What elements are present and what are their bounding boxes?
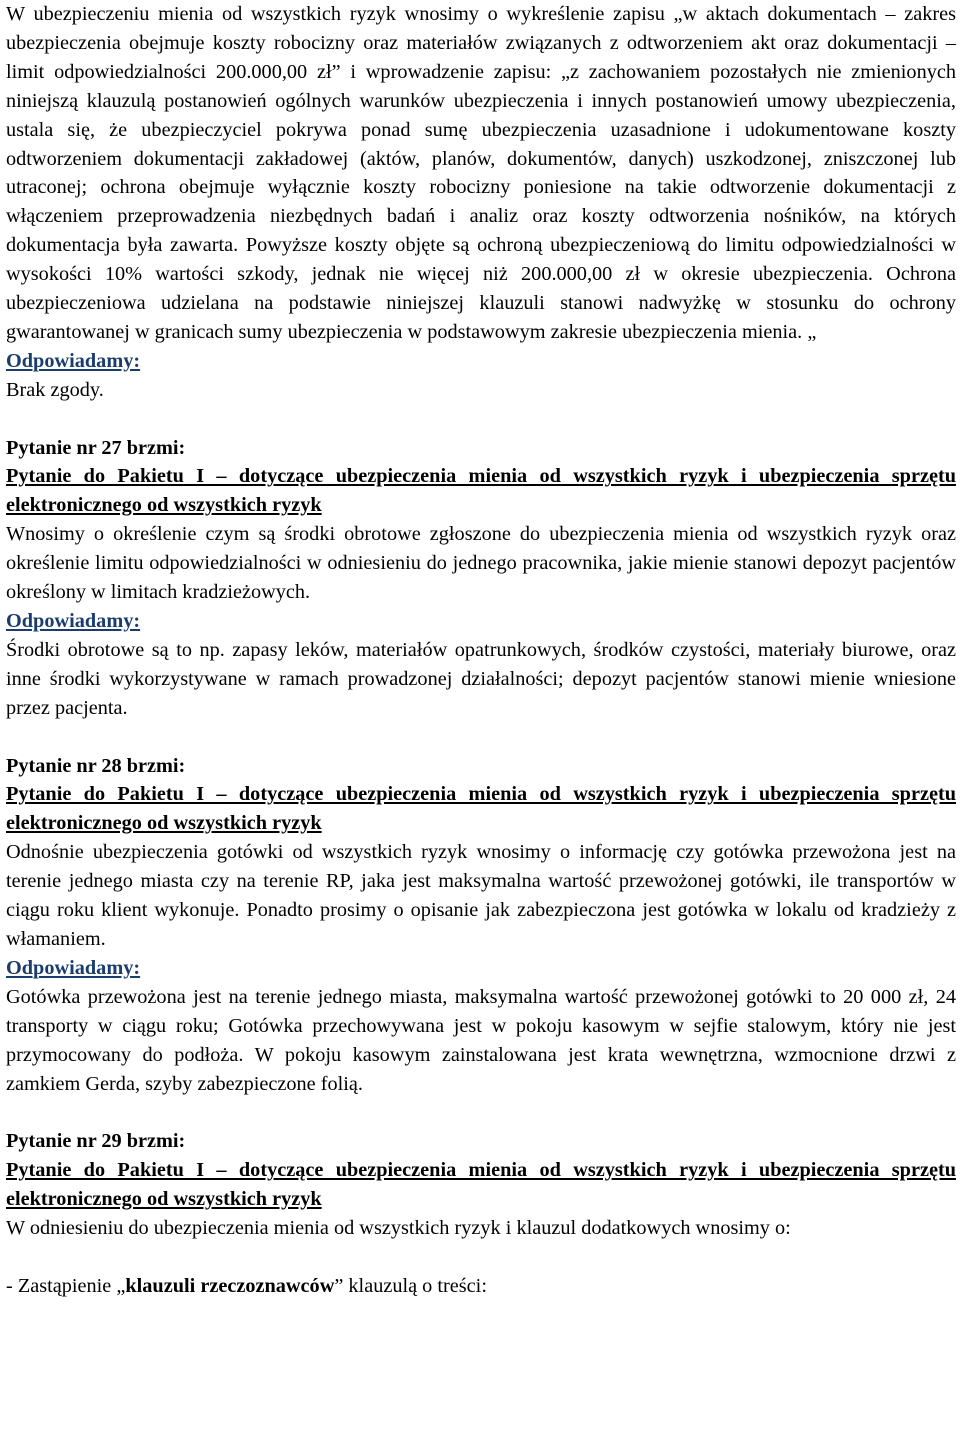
question-title: Pytanie do Pakietu I – dotyczące ubezpieczenia mienia od wszystkich ryzyk i ubezpieczenia sprzętu elektronicznego od wszystkich ryzyk [6, 465, 956, 517]
answer-text: Gotówka przewożona jest na terenie jednego miasta, maksymalna wartość przewożonej gotówki to 20 000 zł, 24 transporty w ciągu roku; Gotówka przechowywana jest w pokoju kasowym w sejfie stalowym, który nie jest przymocowany do podłoża. W pokoju kasowym zainstalowana jest krata wewnętrzna, wzmocnione drzwi z zamkiem Gerda, szyby zabezpieczone folią. [6, 985, 956, 1095]
answer-label: Odpowiadamy: [6, 349, 141, 372]
question-27 [6, 434, 956, 723]
question-text: W odniesieniu do ubezpieczenia mienia od wszystkich ryzyk i klauzul dodatkowych wnosimy o: [6, 1217, 791, 1240]
spacer [6, 1098, 956, 1127]
list-item-bold: klauzuli rzeczoznawców [125, 1274, 335, 1297]
question-28 [6, 752, 956, 1099]
question-heading: Pytanie nr 29 brzmi: [6, 1130, 186, 1153]
question-title: Pytanie do Pakietu I – dotyczące ubezpieczenia mienia od wszystkich ryzyk i ubezpieczenia sprzętu elektronicznego od wszystkich ryzyk [6, 1159, 956, 1211]
answer-text: Brak zgody. [6, 378, 104, 401]
intro-paragraph: W ubezpieczeniu mienia od wszystkich ryzyk wnosimy o wykreślenie zapisu „w aktach dokumentach – zakres ubezpieczenia obejmuje koszty robocizny oraz materiałów związanych z odtworzeniem akt oraz dokumentacji – limit odpowiedzialności 200.000,00 zł” i wprowadzenie zapisu: „z zachowaniem pozostałych nie zmienionych niniejszą klauzulą postanowień ogólnych warunków ubezpieczenia i innych postanowień umowy ubezpieczenia, ustala się, że ubezpieczyciel pokrywa ponad sumę ubezpieczenia uzasadnione i udokumentowane koszty odtworzeniem dokumentacji zakładowej (aktów, planów, dokumentów, danych) uszkodzonej, zniszczonej lub utraconej; ochrona obejmuje wyłącznie koszty robocizny poniesione na takie odtworzenie dokumentacji z włączeniem przeprowadzenia niezbędnych badań i analiz oraz koszty odtworzenia nośników, na których dokumentacja była zawarta. Powyższe koszty objęte są ochroną ubezpieczeniową do limitu odpowiedzialności w wysokości 10% wartości szkody, jednak nie więcej niż 200.000,00 zł w okresie ubezpieczenia. Ochrona ubezpieczeniowa udzielana na podstawie niniejszej klauzuli stanowi nadwyżkę w stosunku do ochrony gwarantowanej w granicach sumy ubezpieczenia w podstawowym zakresie ubezpieczenia mienia. „ [6, 3, 956, 343]
answer-label: Odpowiadamy: [6, 956, 141, 979]
question-heading: Pytanie nr 28 brzmi: [6, 754, 186, 777]
spacer [6, 405, 956, 434]
list-item-suffix: ” klauzulą o treści: [334, 1274, 487, 1297]
answer-text: Środki obrotowe są to np. zapasy leków, materiałów opatrunkowych, środków czystości, materiały biurowe, oraz inne środki wykorzystywane w ramach prowadzonej działalności; depozyt pacjentów stanowi mienie wniesione przez pacjenta. [6, 638, 956, 719]
question-text: Odnośnie ubezpieczenia gotówki od wszystkich ryzyk wnosimy o informację czy gotówka przewożona jest na terenie jednego miasta czy na terenie RP, jaka jest maksymalna wartość przewożonej gotówki, ile transportów w ciągu roku klient wykonuje. Ponadto prosimy o opisanie jak zabezpieczona jest gotówka w lokalu od kradzieży z włamaniem. [6, 841, 956, 950]
question-title: Pytanie do Pakietu I – dotyczące ubezpieczenia mienia od wszystkich ryzyk i ubezpieczenia sprzętu elektronicznego od wszystkich ryzyk [6, 783, 956, 835]
question-text: Wnosimy o określenie czym są środki obrotowe zgłoszone do ubezpieczenia mienia od wszystkich ryzyk oraz określenie limitu odpowiedzialności w odniesieniu do jednego pracownika, jakie mienie stanowi depozyt pacjentów określony w limitach kradzieżowych. [6, 523, 956, 604]
question-29 [6, 1127, 956, 1300]
answer-label: Odpowiadamy: [6, 610, 141, 633]
list-item [6, 1272, 956, 1301]
document-page [6, 0, 956, 1301]
spacer [6, 1243, 956, 1272]
question-heading: Pytanie nr 27 brzmi: [6, 436, 186, 459]
list-item-prefix: - Zastąpienie „ [6, 1274, 126, 1297]
spacer [6, 723, 956, 752]
